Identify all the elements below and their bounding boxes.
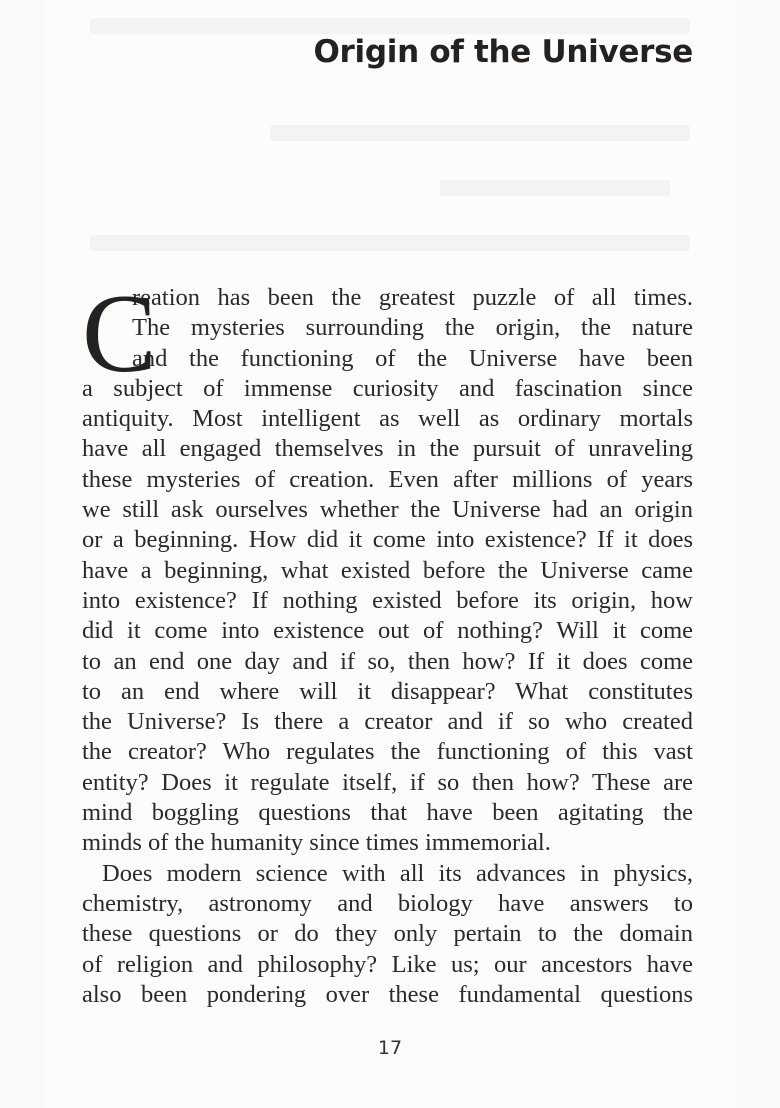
text-line: a subject of immense curiosity and fascination since	[82, 374, 693, 402]
text-line: into existence? If nothing existed before its origin, how	[82, 586, 693, 614]
text-line: reation has been the greatest puzzle of all times.	[132, 284, 693, 311]
text-line: entity? Does it regulate itself, if so then how? These are	[82, 768, 693, 796]
text-line: did it come into existence out of nothing? Will it come	[82, 617, 693, 645]
text-line: to an end one day and if so, then how? If it does come	[82, 647, 693, 675]
bleed-through-heading	[440, 180, 670, 196]
paragraph	[82, 272, 693, 859]
text-line: to an end where will it disappear? What constitutes	[82, 677, 693, 705]
page-number: 17	[377, 1037, 403, 1059]
text-line: and the functioning of the Universe have been	[132, 344, 693, 372]
text-line: the creator? Who regulates the functioning of this vast	[82, 738, 693, 766]
text-line: mind boggling questions that have been agitating the	[82, 799, 693, 827]
text-line: these questions or do they only pertain to the domain	[82, 920, 693, 948]
text-line: the Universe? Is there a creator and if so who created	[82, 708, 693, 736]
bleed-through-text	[90, 235, 690, 251]
text-line: Does modern science with all its advances in physics,	[102, 859, 693, 887]
chapter-title: Origin of the Universe	[313, 34, 693, 70]
text-line: antiquity. Most intelligent as well as ordinary mortals	[82, 405, 693, 433]
text-line: chemistry, astronomy and biology have answers to	[82, 889, 693, 917]
paragraphs	[82, 272, 693, 1010]
bleed-through-text	[270, 125, 690, 141]
bleed-through-text	[90, 18, 690, 34]
text-line: The mysteries surrounding the origin, the nature	[132, 314, 693, 342]
drop-cap: C	[82, 272, 157, 396]
text-line: of religion and philosophy? Like us; our ancestors have	[82, 950, 693, 978]
text-line: have a beginning, what existed before the Universe came	[82, 556, 693, 584]
text-line: have all engaged themselves in the pursuit of unraveling	[82, 435, 693, 463]
text-line: or a beginning. How did it come into existence? If it does	[82, 526, 693, 554]
text-line: also been pondering over these fundamental questions	[82, 980, 693, 1008]
text-line: these mysteries of creation. Even after millions of years	[82, 465, 693, 493]
paragraph	[82, 859, 693, 1010]
text-line: minds of the humanity since times immemorial.	[82, 829, 551, 857]
text-line: we still ask ourselves whether the Universe had an origin	[82, 496, 693, 524]
body-text	[82, 272, 693, 1010]
